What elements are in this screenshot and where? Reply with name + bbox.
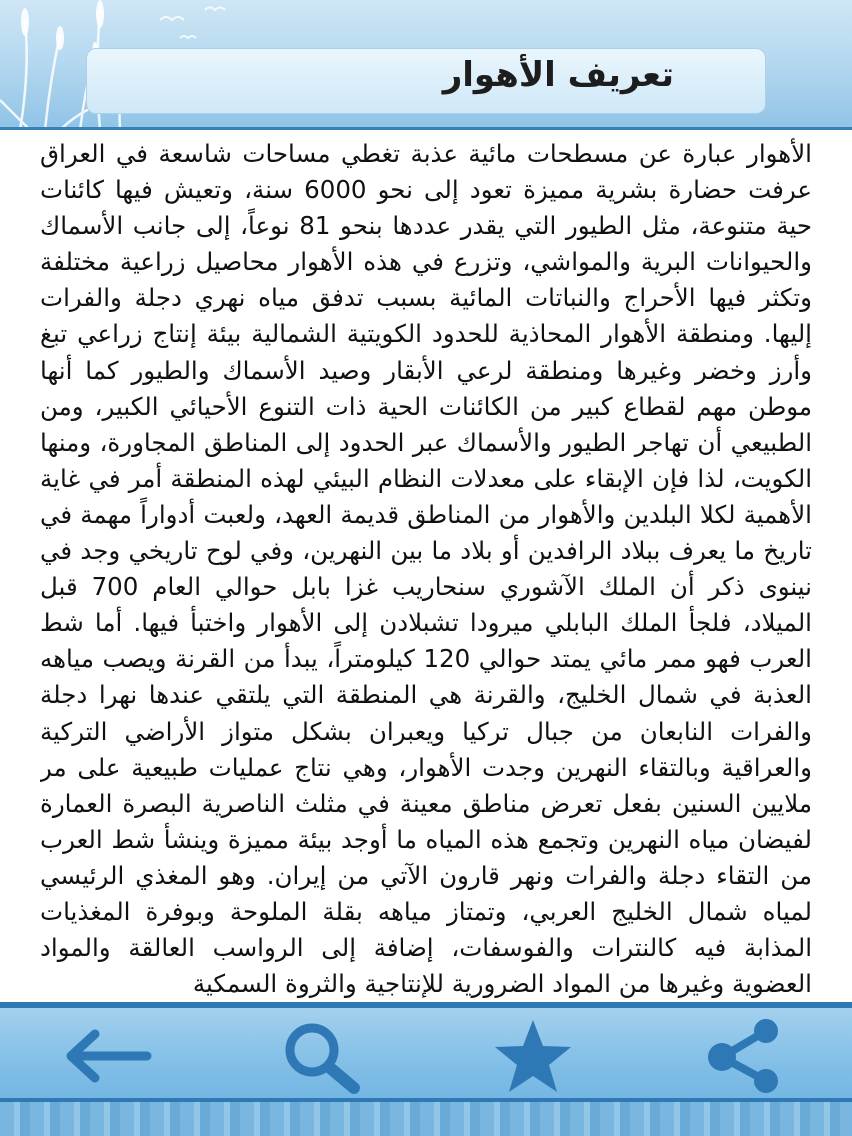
article-body: الأهوار عبارة عن مسطحات مائية عذبة تغطي مساحات شاسعة في العراق عرفت حضارة بشرية مميزة تعود إلى نحو 6000 سنة، وتعيش فيها كائنات حية متنوعة، مثل الطيور التي يقدر عددها بنحو 81 نوعاً، إلى جانب الأسماك والحيوانات البرية والمواشي، وتزرع في هذه الأهوار محاصيل زراعية مختلفة وتكثر فيها الأحراج والنباتات المائية بسبب تدفق مياه نهري دجلة والفرات إليها. ومنطقة الأهوار المحاذية للحدود الكويتية الشمالية بيئة إنتاج زراعي تبغ وأرز وخضر وغيرها ومنطقة لرعي الأبقار وصيد الأسماك والطيور كما أنها موطن مهم لقطاع كبير من الكائنات الحية ذات التنوع الأحيائي الكبير، ومن الطبيعي أن تهاجر الطيور والأسماك عبر الحدود إلى المناطق المجاورة، ومنها الكويت، لذا فإن الإبقاء على معدلات النظام البيئي لهذه المنطقة أمر في غاية الأهمية لكلا البلدين والأهوار من المناطق قديمة العهد، ولعبت أدواراً مهمة في تاريخ ما يعرف ببلاد الرافدين أو بلاد ما بين النهرين، وفي لوح تاريخي وجد في نينوى ذكر أن الملك الآشوري سنحاريب غزا بابل حوالي العام 700 قبل الميلاد، فلجأ الملك البابلي ميرودا تشبلادن إلى الأهوار واختبأ فيها. أما شط العرب فهو ممر مائي يمتد حوالي 120 كيلومتراً، يبدأ من القرنة ويصب مياهه العذبة في شمال الخليج، والقرنة هي المنطقة التي يلتقي عندها نهرا دجلة والفرات النابعان من جبال تركيا ويعبران بشكل متواز الأراضي التركية والعراقية وبالتقاء النهرين وجدت الأهوار، وهي نتاج عمليات طبيعية على مر ملايين السنين بفعل تعرض مناطق معينة في مثلث الناصرية البصرة العمارة لفيضان مياه النهرين وتجمع هذه المياه ما أوجد بيئة مميزة وينشأ شط العرب من التقاء دجلة والفرات ونهر قارون الآتي من إيران. وهو المغذي الرئيسي لمياه شمال الخليج العربي، وتمتاز مياهه بقلة الملوحة وبوفرة المغذيات المذابة فيه كالنترات والفوسفات، إضافة إلى الرواسب العالقة والمواد العضوية وغيرها من المواد الضرورية للإنتاجية والثروة السمكية xyxy=(40,139,812,999)
search-icon xyxy=(276,1018,366,1094)
header-banner xyxy=(0,0,852,130)
share-button[interactable] xyxy=(690,1018,800,1094)
favorite-button[interactable] xyxy=(478,1018,588,1094)
star-icon xyxy=(491,1016,575,1096)
share-icon xyxy=(702,1017,788,1095)
article-content[interactable] xyxy=(40,136,812,1002)
toolbar-divider xyxy=(0,1002,852,1008)
page-title: تعريف الأهوار xyxy=(442,55,674,95)
arrow-left-icon xyxy=(59,1026,155,1086)
bottom-toolbar xyxy=(0,1002,852,1136)
search-button[interactable] xyxy=(266,1018,376,1094)
back-button[interactable] xyxy=(52,1018,162,1094)
decorative-glyph-strip xyxy=(0,1102,852,1136)
header-divider xyxy=(0,127,852,130)
